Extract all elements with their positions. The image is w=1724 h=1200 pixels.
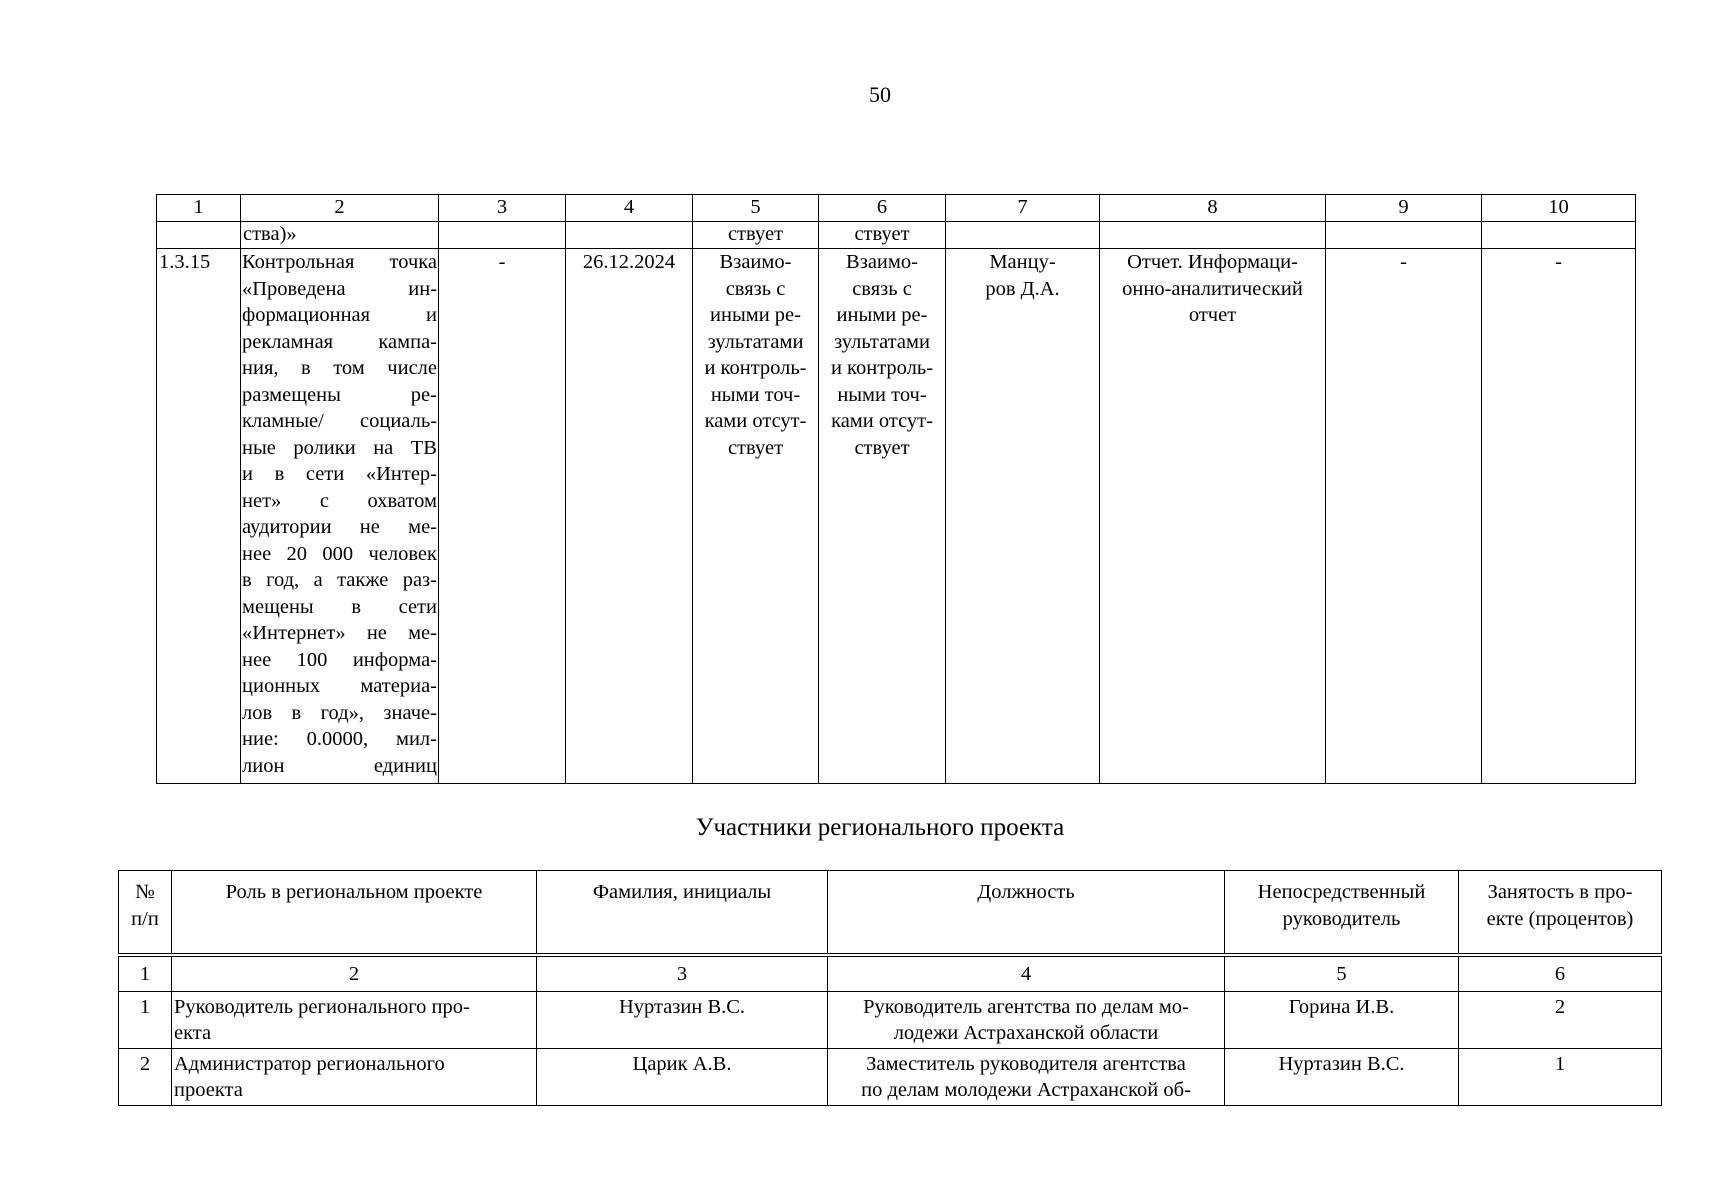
text-line: Руководитель агентства по делам мо- <box>863 996 1189 1018</box>
text-line: и в сети «Интер- <box>242 463 437 485</box>
column-number: 5 <box>1225 957 1459 992</box>
text-line: ствует <box>727 436 784 459</box>
column-header <box>1459 871 1662 954</box>
responsible-person <box>946 249 1100 784</box>
text-line: Контрольная точка <box>242 251 437 273</box>
text-line: Должность <box>977 881 1075 903</box>
text-line: иными ре- <box>710 304 801 326</box>
text-line: иными ре- <box>836 304 928 326</box>
text-line: Руководитель регионального про- <box>174 996 470 1018</box>
page-number: 50 <box>869 82 891 107</box>
text-line: нее 100 информа- <box>242 648 437 671</box>
text-line: лион единиц <box>242 754 437 777</box>
text-line: формационная и <box>242 304 437 326</box>
section-title: Участники регионального проекта <box>695 814 1065 841</box>
table-cell: - <box>1482 249 1636 784</box>
text-line: «Интернет» не ме- <box>242 622 437 644</box>
text-line: зультатами <box>707 330 804 353</box>
column-number: 1 <box>157 195 241 222</box>
text-line: Отчет. Информаци- <box>1127 251 1298 273</box>
text-line: отчет <box>1188 304 1237 326</box>
text-line: и контроль- <box>704 357 807 379</box>
text-line: размещены ре- <box>242 383 437 406</box>
table-cell <box>819 249 946 784</box>
column-number: 1 <box>119 957 172 992</box>
text-line: ками отсут- <box>704 410 807 432</box>
text-line: и контроль- <box>830 357 934 379</box>
text-line: руководитель <box>1282 908 1401 930</box>
text-line: аудитории не ме- <box>242 516 437 538</box>
column-header <box>537 871 828 954</box>
column-number: 3 <box>439 195 566 222</box>
column-number: 9 <box>1326 195 1482 222</box>
text-line: лов в год», значе- <box>242 701 437 724</box>
text-line: онно-аналитический <box>1122 277 1303 300</box>
text-line: Администратор регионального <box>174 1053 445 1075</box>
column-number: 2 <box>172 957 537 992</box>
text-line: ными точ- <box>837 383 927 406</box>
text-line: Заместитель руководителя агентства <box>866 1053 1186 1075</box>
text-line: Непосредственный <box>1257 881 1426 903</box>
column-number: 4 <box>566 195 693 222</box>
row-number: 2 <box>119 1049 172 1106</box>
role-cell <box>172 992 537 1049</box>
text-line: нет» с охватом <box>242 489 437 512</box>
column-number: 6 <box>1459 957 1662 992</box>
table-row <box>157 249 1636 784</box>
text-line: связь с <box>852 277 912 300</box>
row-number: 1 <box>119 992 172 1049</box>
text-line: екте (процентов) <box>1486 908 1634 930</box>
column-number: 5 <box>693 195 819 222</box>
table-cell <box>1100 222 1326 249</box>
text-line: «Проведена ин- <box>242 277 437 300</box>
table-row <box>119 992 1662 1049</box>
text-line: Фамилия, инициалы <box>592 881 772 903</box>
text-line: ния, в том числе <box>242 357 437 379</box>
text-line: зультатами <box>834 330 930 353</box>
position-cell <box>828 992 1225 1049</box>
column-number: 2 <box>241 195 439 222</box>
text-line: Манцу- <box>989 251 1056 273</box>
report-type <box>1100 249 1326 784</box>
column-number: 3 <box>537 957 828 992</box>
manager-cell: Горина И.В. <box>1225 992 1459 1049</box>
text-line: рекламная кампа- <box>242 330 437 353</box>
table-cell: - <box>1326 249 1482 784</box>
text-line: кламные/ социаль- <box>242 410 437 432</box>
column-number: 6 <box>819 195 946 222</box>
table-cell <box>566 222 693 249</box>
column-number: 7 <box>946 195 1100 222</box>
table-cell: ствует <box>693 222 819 249</box>
text-line: ными точ- <box>710 383 801 406</box>
text-line: ционных материа- <box>242 675 437 697</box>
control-point-description <box>241 249 439 784</box>
table-cell <box>693 249 819 784</box>
text-line: Взаимо- <box>846 251 918 273</box>
text-line: по делам молодежи Астраханской об- <box>861 1079 1191 1101</box>
column-header <box>1225 871 1459 954</box>
text-line: ров Д.А. <box>985 277 1060 300</box>
text-line: ные ролики на ТВ <box>242 436 437 459</box>
header-row <box>119 871 1662 954</box>
column-number: 10 <box>1482 195 1636 222</box>
text-line: в год, а также раз- <box>242 569 437 591</box>
column-number: 4 <box>828 957 1225 992</box>
participants-table <box>118 870 1662 1106</box>
text-line: мещены в сети <box>242 595 437 618</box>
table-cell: ствует <box>819 222 946 249</box>
text-line: № <box>135 881 155 903</box>
text-line: Взаимо- <box>719 251 792 273</box>
column-header <box>119 871 172 954</box>
text-line: лодежи Астраханской области <box>893 1022 1159 1044</box>
text-line: ние: 0.0000, мил- <box>242 728 437 750</box>
load-cell: 2 <box>1459 992 1662 1049</box>
role-cell <box>172 1049 537 1106</box>
column-number-row <box>119 957 1662 992</box>
text-line: п/п <box>131 908 159 930</box>
continuation-row <box>157 222 1636 249</box>
column-number-row <box>157 195 1636 222</box>
text-line: связь с <box>725 277 786 300</box>
table-cell: ства)» <box>241 222 439 249</box>
column-header <box>172 871 537 954</box>
name-cell: Нуртазин В.С. <box>537 992 828 1049</box>
table-cell <box>1482 222 1636 249</box>
table-cell <box>157 222 241 249</box>
text-line: екта <box>174 1022 212 1044</box>
table-row <box>119 1049 1662 1106</box>
text-line: Роль в региональном проекте <box>225 881 483 903</box>
load-cell: 1 <box>1459 1049 1662 1106</box>
text-line: Занятость в про- <box>1487 881 1633 903</box>
table-cell <box>439 222 566 249</box>
row-number: 1.3.15 <box>157 249 241 784</box>
text-line: ками отсут- <box>831 410 933 432</box>
deadline-date: 26.12.2024 <box>566 249 693 784</box>
text-line: ствует <box>854 436 910 459</box>
manager-cell: Нуртазин В.С. <box>1225 1049 1459 1106</box>
column-header <box>828 871 1225 954</box>
position-cell <box>828 1049 1225 1106</box>
column-number: 8 <box>1100 195 1326 222</box>
schedule-table <box>156 194 1636 784</box>
text-line: нее 20 000 человек <box>242 542 437 565</box>
text-line: проекта <box>174 1079 243 1101</box>
table-cell: - <box>439 249 566 784</box>
table-cell <box>1326 222 1482 249</box>
table-cell <box>946 222 1100 249</box>
name-cell: Царик А.В. <box>537 1049 828 1106</box>
